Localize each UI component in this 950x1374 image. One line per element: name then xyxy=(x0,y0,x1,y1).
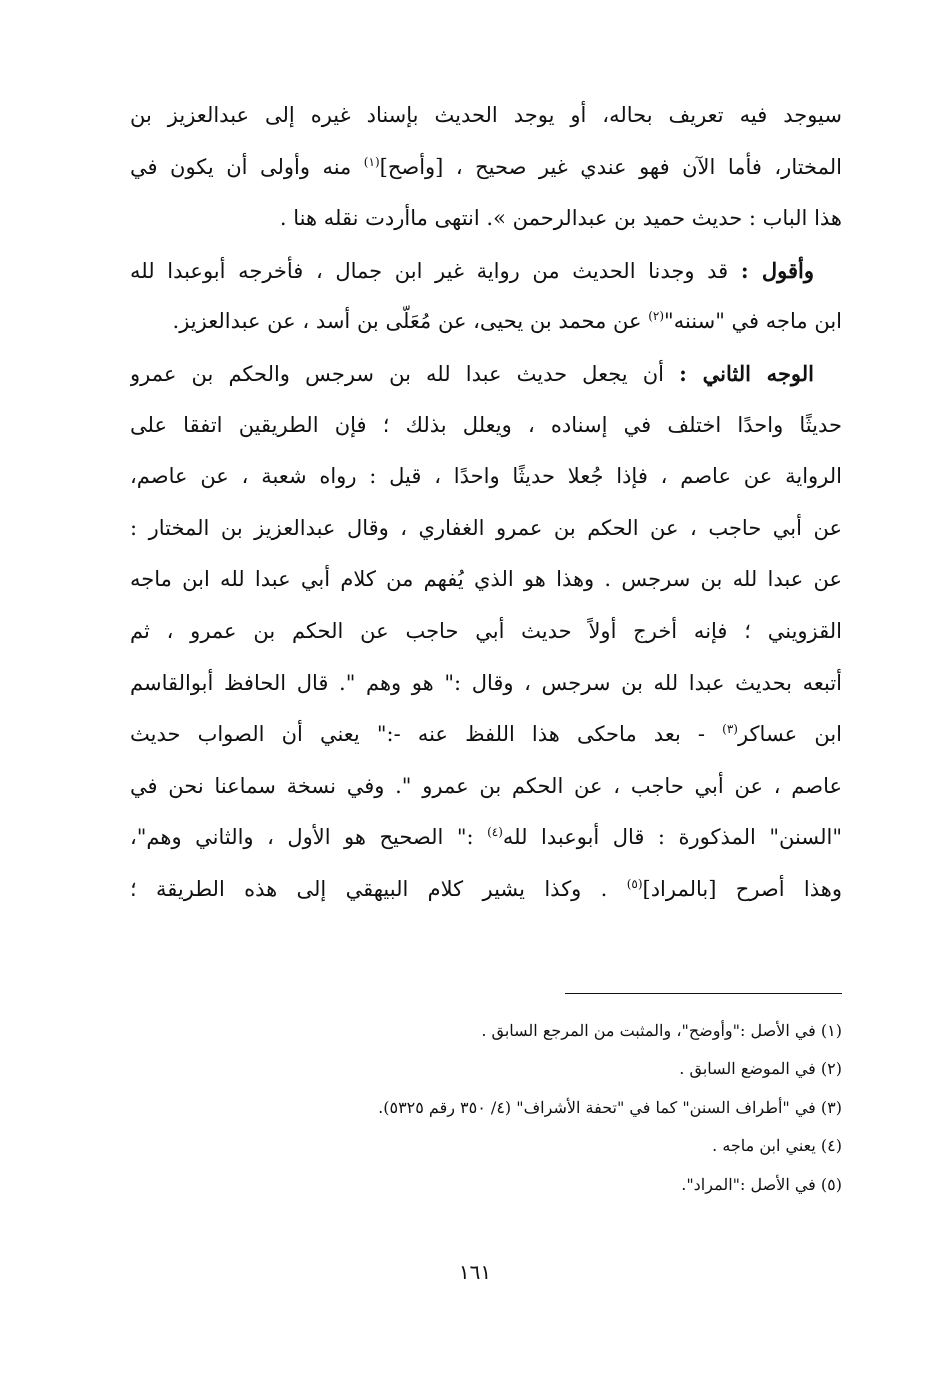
footnote-separator xyxy=(565,993,842,994)
text-line: "السنن" المذكورة : قال أبوعبدا لله$^{(٤)}$ :" الصحيح هو الأول ، والثاني وهم"، xyxy=(130,825,842,850)
footnote: (٢) في الموضع السابق . xyxy=(679,1059,842,1079)
footnote-ref[interactable]: (٥) xyxy=(626,876,643,891)
text-line: سيوجد فيه تعريف بحاله، أو يوجد الحديث بإسناد غيره إلى عبدالعزيز بن xyxy=(130,103,842,127)
footnote: (٣) في "أطراف السنن" كما في "تحفة الأشراف" (٤/ ٣٥٠ رقم ٥٣٢٥). xyxy=(378,1097,842,1117)
footnote: (١) في الأصل :"وأوضح"، والمثبت من المرجع السابق . xyxy=(481,1021,842,1040)
text-line: الرواية عن عاصم ، فإذا جُعلا حديثًا واحدًا ، قيل : رواه شعبة ، عن عاصم، xyxy=(130,464,842,489)
footnote-ref[interactable]: (٣) xyxy=(722,722,738,737)
text-line: القزويني ؛ فإنه أخرج أولاً حديث أبي حاجب عن الحكم بن عمرو ، ثم xyxy=(130,618,842,643)
footnote-ref[interactable]: (٤) xyxy=(487,825,503,840)
paragraph-lead: وأقول : xyxy=(740,257,814,283)
text-line: ابن ماجه في "سننه"$^{(٢)}$ عن محمد بن يحيى، عن مُعَلّى بن أسد ، عن عبدالعزيز. xyxy=(172,309,842,334)
text-line: عن عبدا لله بن سرجس . وهذا هو الذي يُفهم من كلام أبي عبدا لله ابن ماجه xyxy=(130,567,842,592)
text-line: أتبعه بحديث عبدا لله بن سرجس ، وقال :" هو وهم ". قال الحافظ أبوالقاسم xyxy=(130,670,842,695)
text-line: عاصم ، عن أبي حاجب ، عن الحكم بن عمرو ". وفي نسخة سماعنا نحن في xyxy=(130,773,842,798)
footnote: (٤) يعني ابن ماجه . xyxy=(712,1136,842,1156)
text-line: المختار، فأما الآن فهو عندي غير صحيح ، [وأصح]$^{(١)}$ منه وأولى أن يكون في xyxy=(130,154,842,179)
text-line: حديثًا واحدًا اختلف في إسناده ، ويعلل بذلك ؛ فإن الطريقين اتفقا على xyxy=(130,412,842,437)
text-line: ابن عساكر$^{(٣)}$ - بعد ماحكى هذا اللفظ عنه -:" يعني أن الصواب حديث xyxy=(130,722,842,747)
text-line: وأقول : قد وجدنا الحديث من رواية غير ابن جمال ، فأخرجه أبوعبدا لله xyxy=(130,257,814,283)
text-line: الوجه الثاني : أن يجعل حديث عبدا لله بن سرجس والحكم بن عمرو xyxy=(130,360,815,386)
footnotes xyxy=(130,1012,842,1204)
main-text xyxy=(130,90,842,916)
text-line: هذا الباب : حديث حميد بن عبدالرحمن ». انتهى ماأردت نقله هنا . xyxy=(279,206,842,231)
footnote-ref[interactable]: (٢) xyxy=(648,309,665,324)
footnote-ref[interactable]: (١) xyxy=(363,154,380,169)
footnote: (٥) في الأصل :"المراد". xyxy=(681,1174,842,1194)
page-number: ١٦١ xyxy=(458,1260,492,1284)
text-line: وهذا أصرح [بالمراد]$^{(٥)}$ . وكذا يشير كلام البيهقي إلى هذه الطريقة ؛ xyxy=(130,876,842,901)
text-line: عن أبي حاجب ، عن الحكم بن عمرو الغفاري ، وقال عبدالعزيز بن المختار : xyxy=(130,515,842,540)
paragraph-lead: الوجه الثاني : xyxy=(679,360,815,386)
